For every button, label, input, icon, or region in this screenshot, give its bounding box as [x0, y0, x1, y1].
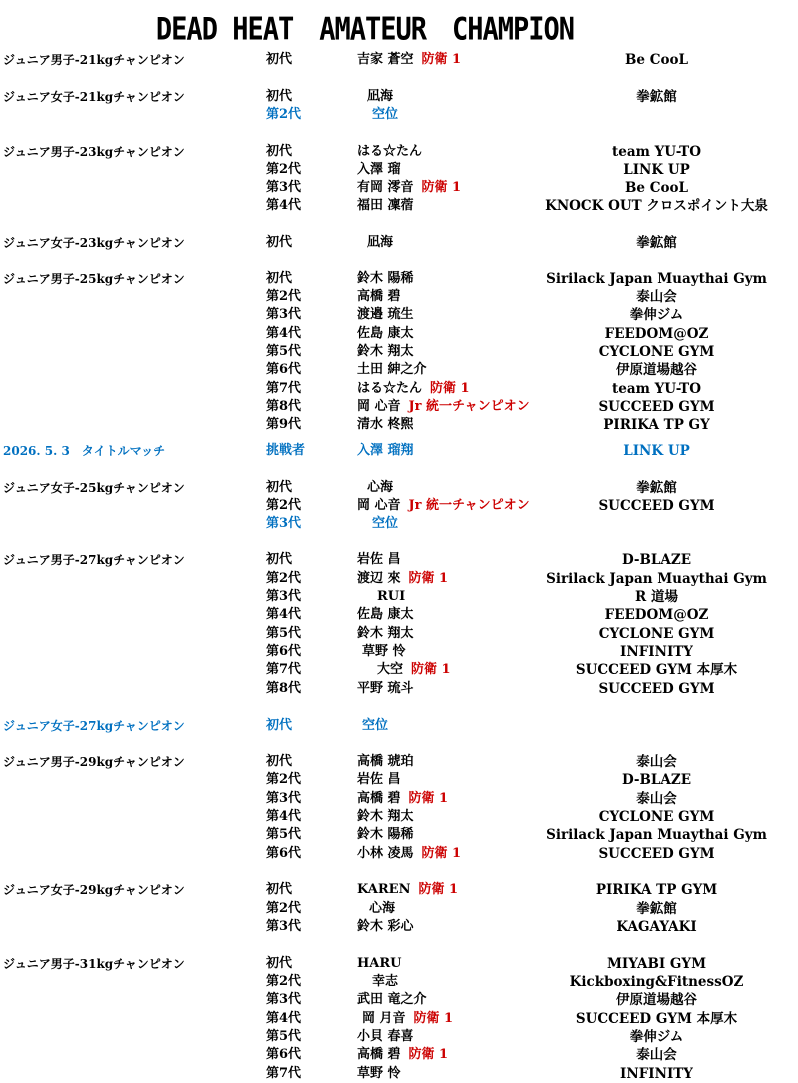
generation-label: 第8代: [266, 399, 302, 414]
generation-label: 第4代: [266, 326, 302, 341]
title-defense-badge: Jr 統一チャンピオン: [408, 498, 530, 513]
champion-row: [0, 161, 798, 179]
champion-row: [0, 325, 798, 343]
generation-label: 第4代: [266, 607, 302, 622]
gym-name: Sirilack Japan Muaythai Gym: [546, 571, 767, 587]
champion-name: [357, 161, 401, 179]
champion-name: [357, 143, 422, 161]
fighter-name: 清水 柊煕: [357, 417, 414, 432]
generation-label: 第5代: [266, 344, 302, 359]
generation-label: 第6代: [266, 846, 302, 861]
generation-label: 初代: [266, 144, 293, 159]
generation-label: 第4代: [266, 809, 302, 824]
gym-name: PIRIKA TP GYM: [595, 882, 718, 898]
generation-label: 初代: [266, 52, 293, 67]
generation-label: 第4代: [266, 1011, 302, 1026]
gym-name: 拳鉱館: [636, 901, 677, 917]
fighter-name: 岡 心音: [357, 399, 401, 414]
champion-row: [0, 143, 798, 161]
fighter-name: 福田 凜蓿: [357, 198, 414, 213]
gym-name: 拳伸ジム: [629, 307, 684, 323]
title-defense-badge: 防衛 1: [421, 52, 462, 67]
fighter-name: HARU: [357, 956, 402, 971]
gym-name: CYCLONE GYM: [598, 809, 715, 825]
gym-name: FEEDOM@OZ: [604, 607, 709, 623]
fighter-name: 佐島 康太: [357, 326, 414, 341]
fighter-name: 鈴木 陽稀: [357, 827, 414, 842]
champion-row: [0, 625, 798, 643]
fighter-name: 高橋 碧: [357, 1047, 401, 1062]
generation-label: 第6代: [266, 362, 302, 377]
gym-name: SUCCEED GYM 本厚木: [575, 1011, 738, 1027]
champion-name: [357, 680, 414, 698]
champion-name: [357, 790, 448, 808]
champion-name: [357, 881, 458, 899]
gym-name: 泰山会: [636, 289, 677, 305]
champion-name: [357, 955, 402, 973]
fighter-name: 渡辺 來: [357, 571, 401, 586]
division-title: ジュニア男子-21kgチャンピオン: [3, 53, 185, 67]
generation-label: 第2代: [266, 974, 302, 989]
gym-name: INFINITY: [620, 644, 693, 660]
title-defense-badge: 防衛 1: [418, 882, 459, 897]
champion-row: [0, 790, 798, 808]
champion-row: [0, 606, 798, 624]
fighter-name: 空位: [362, 718, 389, 733]
generation-label: 第2代: [266, 498, 302, 513]
fighter-name: 小林 凌馬: [357, 846, 414, 861]
generation-label: 第3代: [266, 919, 302, 934]
gym-name: Be CooL: [625, 180, 688, 196]
champion-name: [372, 973, 398, 991]
champion-name: [357, 771, 401, 789]
gym-name: SUCCEED GYM: [598, 498, 715, 514]
generation-label: 第9代: [266, 417, 302, 432]
champion-row: [0, 570, 798, 588]
fighter-name: KAREN: [357, 882, 411, 897]
champion-row: [0, 881, 798, 899]
champion-name: [357, 991, 427, 1009]
title-defense-badge: 防衛 1: [408, 571, 449, 586]
generation-label: 第5代: [266, 827, 302, 842]
champion-row: [0, 826, 798, 844]
champion-row: [0, 771, 798, 789]
fighter-name: 鈴木 翔太: [357, 626, 414, 641]
generation-label: 第2代: [266, 162, 302, 177]
champion-row: [0, 551, 798, 569]
fighter-name: 心海: [369, 901, 396, 916]
champion-name: [357, 270, 414, 288]
champion-row: [0, 973, 798, 991]
fighter-name: 吉家 蒼空: [357, 52, 414, 67]
generation-label: 第3代: [266, 992, 302, 1007]
generation-label: 第4代: [266, 198, 302, 213]
champion-name: [357, 625, 414, 643]
generation-label: 第3代: [266, 180, 302, 195]
champion-row: [0, 179, 798, 197]
fighter-name: RUI: [377, 589, 406, 604]
fighter-name: 入澤 瑠翔: [357, 443, 414, 458]
champion-name: [367, 88, 393, 106]
generation-label: 第6代: [266, 644, 302, 659]
champion-row: [0, 588, 798, 606]
fighter-name: 幸志: [372, 974, 399, 989]
champion-row: [0, 661, 798, 679]
generation-label: 第3代: [266, 516, 302, 531]
champion-row: [0, 717, 798, 735]
page-title: DEAD HEAT AMATEUR CHAMPION: [155, 12, 575, 48]
generation-label: 初代: [266, 956, 293, 971]
gym-name: 伊原道場越谷: [616, 992, 697, 1008]
champion-name: [357, 753, 414, 771]
generation-label: 第2代: [266, 901, 302, 916]
fighter-name: 土田 紳之介: [357, 362, 427, 377]
champion-row: [0, 106, 798, 124]
champion-row: [0, 1028, 798, 1046]
gym-name: INFINITY: [620, 1066, 693, 1082]
division-title: ジュニア女子-25kgチャンピオン: [3, 481, 185, 495]
fighter-name: 空位: [372, 516, 399, 531]
fighter-name: 草野 怜: [357, 1066, 401, 1081]
division-title: ジュニア男子-25kgチャンピオン: [3, 272, 185, 286]
fighter-name: はる☆たん: [357, 144, 423, 159]
champion-name: [357, 288, 401, 306]
generation-label: 初代: [266, 882, 293, 897]
generation-label: 第2代: [266, 107, 302, 122]
champion-name: [357, 325, 414, 343]
fighter-name: 小貝 春喜: [357, 1029, 414, 1044]
division-title: ジュニア男子-27kgチャンピオン: [3, 553, 185, 567]
gym-name: team YU-TO: [612, 381, 701, 397]
champion-row: [0, 234, 798, 252]
generation-label: 初代: [266, 480, 293, 495]
champion-row: [0, 270, 798, 288]
gym-name: 拳鉱館: [636, 89, 677, 105]
gym-name: KNOCK OUT クロスポイント大泉: [545, 198, 768, 214]
champion-name: [357, 1046, 448, 1064]
champion-row: [0, 88, 798, 106]
fighter-name: 大空: [377, 662, 404, 677]
gym-name: FEEDOM@OZ: [604, 326, 709, 342]
gym-name: 伊原道場越谷: [616, 362, 697, 378]
champion-name: [357, 306, 414, 324]
fighter-name: 岩佐 昌: [357, 552, 401, 567]
champion-row: [0, 900, 798, 918]
gym-name: Kickboxing&FitnessOZ: [569, 974, 744, 990]
generation-label: 初代: [266, 89, 293, 104]
generation-label: 第2代: [266, 772, 302, 787]
fighter-name: 平野 琉斗: [357, 681, 414, 696]
champion-name: [357, 343, 414, 361]
division-title: ジュニア男子-23kgチャンピオン: [3, 145, 185, 159]
generation-label: 初代: [266, 754, 293, 769]
champion-name: [362, 717, 388, 735]
champion-row: [0, 497, 798, 515]
fighter-name: 武田 竜之介: [357, 992, 427, 1007]
division-title: ジュニア女子-21kgチャンピオン: [3, 90, 185, 104]
generation-label: 初代: [266, 718, 293, 733]
champion-name: [372, 515, 398, 533]
champion-row: [0, 643, 798, 661]
champion-name: [357, 845, 461, 863]
gym-name: 泰山会: [636, 754, 677, 770]
fighter-name: 鈴木 翔太: [357, 344, 414, 359]
gym-name: 泰山会: [636, 1047, 677, 1063]
champion-row: [0, 416, 798, 434]
fighter-name: 高橋 碧: [357, 791, 401, 806]
gym-name: D-BLAZE: [621, 772, 692, 788]
champion-name: [377, 588, 405, 606]
champion-name: [357, 1065, 401, 1083]
fighter-name: 岩佐 昌: [357, 772, 401, 787]
champion-row: [0, 808, 798, 826]
gym-name: KAGAYAKI: [616, 919, 697, 935]
fighter-name: 鈴木 彩心: [357, 919, 414, 934]
gym-name: D-BLAZE: [621, 552, 692, 568]
title-defense-badge: 防衛 1: [413, 1011, 454, 1026]
champion-name: [362, 1010, 453, 1028]
champion-name: [357, 606, 414, 624]
title-defense-badge: 防衛 1: [411, 662, 451, 677]
gym-name: MIYABI GYM: [606, 956, 707, 972]
generation-label: 初代: [266, 235, 293, 250]
champion-name: [372, 106, 398, 124]
generation-label: 第2代: [266, 571, 302, 586]
champion-row: [0, 306, 798, 324]
title-defense-badge: 防衛 1: [421, 180, 462, 195]
fighter-name: 岡 心音: [357, 498, 401, 513]
generation-label: 初代: [266, 271, 293, 286]
champion-name: [357, 442, 414, 460]
champion-name: [357, 51, 461, 69]
champion-row: [0, 288, 798, 306]
division-title: ジュニア男子-31kgチャンピオン: [3, 957, 185, 971]
division-title: ジュニア女子-27kgチャンピオン: [3, 719, 185, 733]
gym-name: 拳伸ジム: [629, 1029, 684, 1045]
gym-name: 拳鉱館: [636, 235, 677, 251]
champion-name: [357, 416, 414, 434]
generation-label: 第3代: [266, 791, 302, 806]
champion-name: [357, 361, 427, 379]
champion-name: [377, 661, 451, 679]
champion-row: [0, 442, 798, 460]
champion-name: [357, 380, 470, 398]
gym-name: Be CooL: [625, 52, 688, 68]
gym-name: SUCCEED GYM 本厚木: [575, 662, 738, 678]
gym-name: Sirilack Japan Muaythai Gym: [546, 271, 767, 287]
champion-row: [0, 197, 798, 215]
title-defense-badge: Jr 統一チャンピオン: [408, 399, 530, 414]
fighter-name: 高橋 琥珀: [357, 754, 414, 769]
fighter-name: 佐島 康太: [357, 607, 414, 622]
champion-name: [357, 179, 461, 197]
champion-name: [357, 1028, 414, 1046]
champion-row: [0, 1065, 798, 1083]
fighter-name: はる☆たん: [357, 381, 423, 396]
generation-label: 第8代: [266, 681, 302, 696]
division-title: 2026. 5. 3 タイトルマッチ: [3, 444, 166, 458]
champion-row: [0, 845, 798, 863]
champion-row: [0, 380, 798, 398]
fighter-name: 高橋 碧: [357, 289, 401, 304]
title-defense-badge: 防衛 1: [421, 846, 462, 861]
generation-label: 第2代: [266, 289, 302, 304]
gym-name: CYCLONE GYM: [598, 626, 715, 642]
champion-name: [357, 551, 401, 569]
generation-label: 第5代: [266, 1029, 302, 1044]
champion-row: [0, 753, 798, 771]
generation-label: 第7代: [266, 381, 302, 396]
fighter-name: 心海: [367, 480, 394, 495]
champion-row: [0, 515, 798, 533]
gym-name: CYCLONE GYM: [598, 344, 715, 360]
fighter-name: 空位: [372, 107, 399, 122]
gym-name: R 道場: [635, 589, 678, 605]
champion-name: [369, 900, 395, 918]
division-title: ジュニア女子-29kgチャンピオン: [3, 883, 185, 897]
fighter-name: 草野 怜: [362, 644, 406, 659]
title-defense-badge: 防衛 1: [408, 791, 449, 806]
champion-name: [357, 826, 414, 844]
gym-name: SUCCEED GYM: [598, 681, 715, 697]
generation-label: 第3代: [266, 589, 302, 604]
division-title: ジュニア女子-23kgチャンピオン: [3, 236, 185, 250]
champion-row: [0, 398, 798, 416]
generation-label: 第7代: [266, 662, 302, 677]
champion-name: [357, 808, 414, 826]
fighter-name: 凪海: [367, 235, 394, 250]
champion-row: [0, 361, 798, 379]
champion-row: [0, 955, 798, 973]
champion-row: [0, 343, 798, 361]
generation-label: 第5代: [266, 626, 302, 641]
gym-name: Sirilack Japan Muaythai Gym: [546, 827, 767, 843]
generation-label: 第6代: [266, 1047, 302, 1062]
gym-name: 拳鉱館: [636, 480, 677, 496]
fighter-name: 入澤 瑠: [357, 162, 401, 177]
champion-name: [357, 570, 448, 588]
fighter-name: 鈴木 陽稀: [357, 271, 414, 286]
champion-name: [367, 479, 393, 497]
generation-label: 挑戦者: [266, 443, 306, 458]
champion-row: [0, 1010, 798, 1028]
champion-name: [357, 197, 414, 215]
champion-name: [357, 918, 414, 936]
fighter-name: 岡 月音: [362, 1011, 406, 1026]
champion-row: [0, 1046, 798, 1064]
champion-row: [0, 680, 798, 698]
champion-name: [367, 234, 393, 252]
gym-name: SUCCEED GYM: [598, 399, 715, 415]
fighter-name: 凪海: [367, 89, 394, 104]
champion-row: [0, 991, 798, 1009]
champion-name: [362, 643, 406, 661]
generation-label: 第3代: [266, 307, 302, 322]
gym-name: LINK UP: [623, 162, 690, 178]
title-defense-badge: 防衛 1: [408, 1047, 449, 1062]
gym-name: PIRIKA TP GY: [603, 417, 710, 433]
generation-label: 初代: [266, 552, 293, 567]
division-title: ジュニア男子-29kgチャンピオン: [3, 755, 185, 769]
champion-row: [0, 51, 798, 69]
gym-name: 泰山会: [636, 791, 677, 807]
generation-label: 第7代: [266, 1066, 302, 1081]
gym-name: team YU-TO: [612, 144, 701, 160]
gym-name: SUCCEED GYM: [598, 846, 715, 862]
fighter-name: 鈴木 翔太: [357, 809, 414, 824]
fighter-name: 有岡 澪音: [357, 180, 414, 195]
gym-name: LINK UP: [623, 443, 690, 459]
fighter-name: 渡邉 琉生: [357, 307, 414, 322]
champion-row: [0, 918, 798, 936]
title-defense-badge: 防衛 1: [430, 381, 470, 396]
champion-row: [0, 479, 798, 497]
